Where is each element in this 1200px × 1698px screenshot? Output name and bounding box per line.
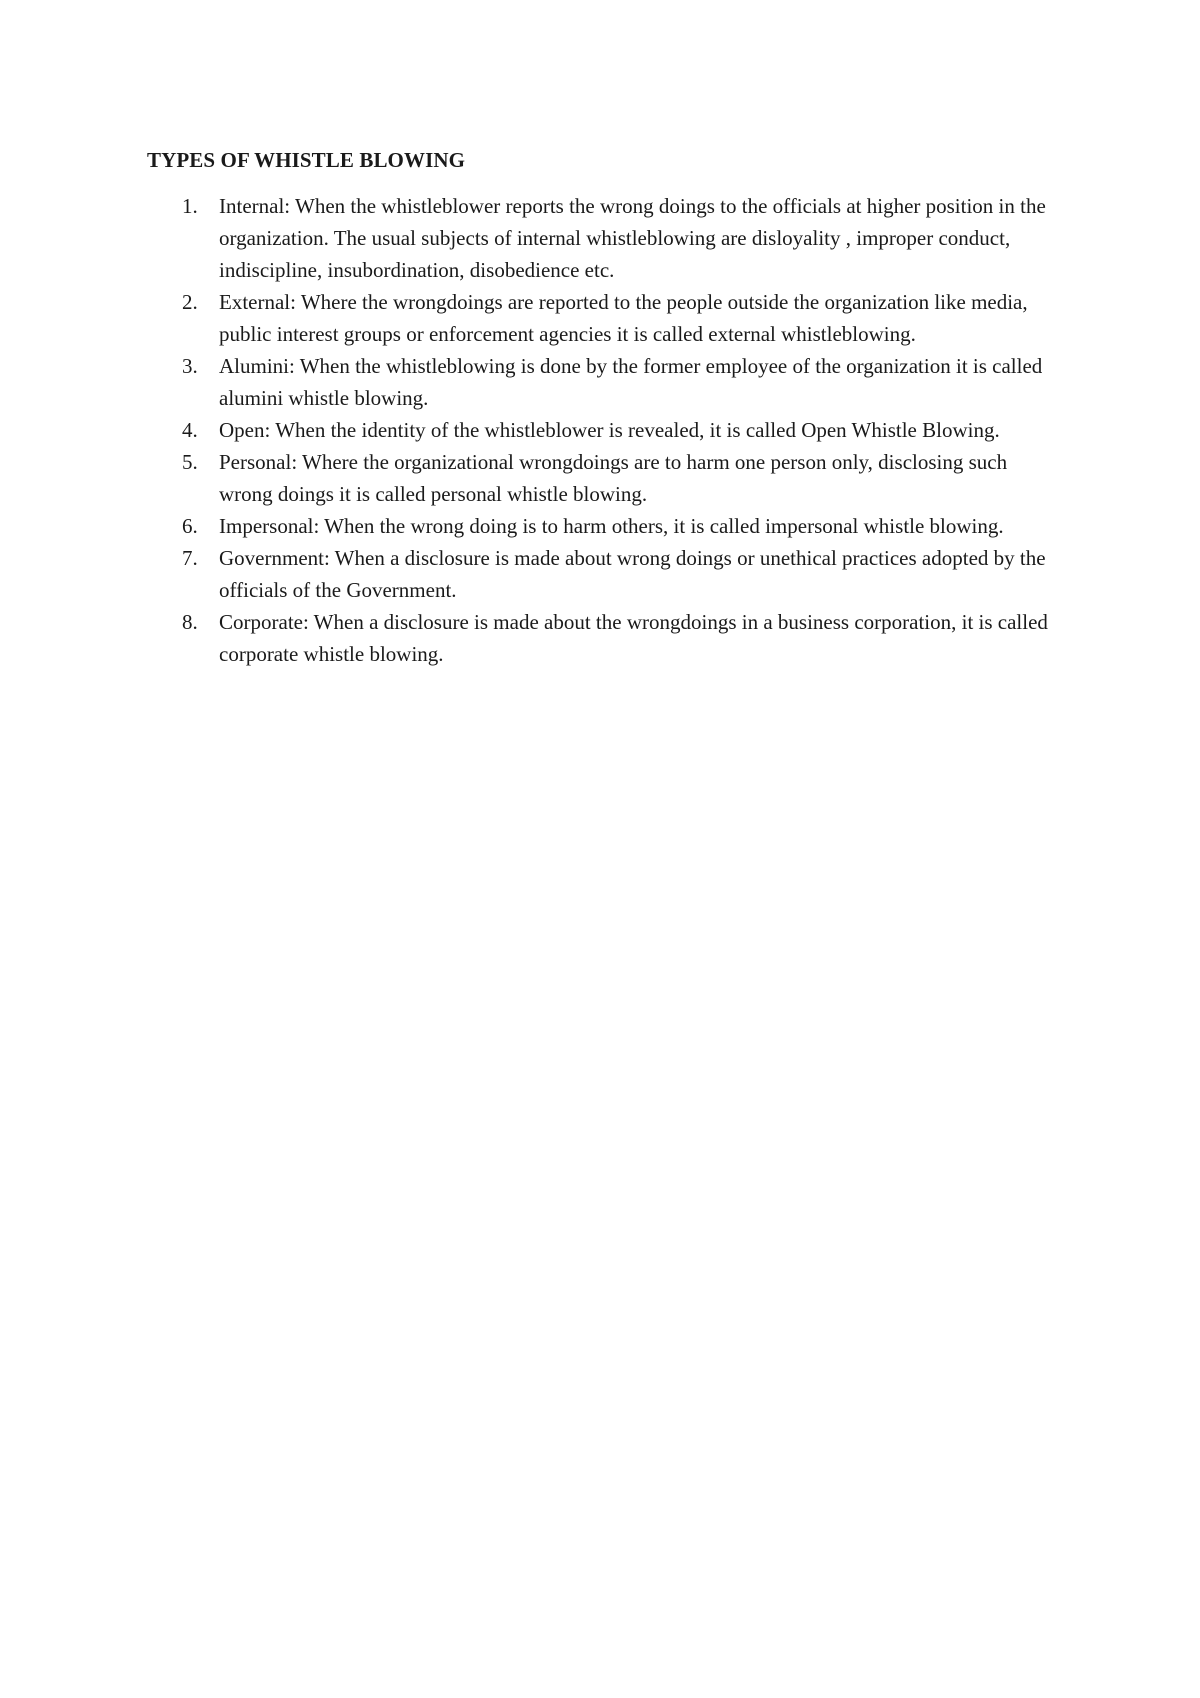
document-title: TYPES OF WHISTLE BLOWING <box>147 148 466 172</box>
list-item-number: 2. <box>182 290 198 314</box>
list-item-text: Internal: When the whistleblower reports the wrong doings to the officials at higher position in the organization. The usual subjects of internal whistleblowing are disloyality , improper conduct, indiscipline, insubordination, disobedience etc. <box>219 194 1046 282</box>
list-item <box>147 542 1057 606</box>
list-item <box>147 414 1057 446</box>
list-item-text: Open: When the identity of the whistleblower is revealed, it is called Open Whistle Blowing. <box>219 418 1000 442</box>
list-item-number: 7. <box>182 546 198 570</box>
list-item <box>147 510 1057 542</box>
list-item-number: 1. <box>182 194 198 218</box>
list-item <box>147 446 1057 510</box>
list-item-text: Corporate: When a disclosure is made about the wrongdoings in a business corporation, it is called corporate whistle blowing. <box>219 610 1048 666</box>
list-item <box>147 606 1057 670</box>
list-item <box>147 286 1057 350</box>
list-item-text: Personal: Where the organizational wrongdoings are to harm one person only, disclosing such wrong doings it is called personal whistle blowing. <box>219 450 1008 506</box>
whistle-blowing-types-list <box>147 190 1057 670</box>
list-item <box>147 190 1057 286</box>
list-item <box>147 350 1057 414</box>
list-item-number: 3. <box>182 354 198 378</box>
list-item-text: Alumini: When the whistleblowing is done by the former employee of the organization it is called alumini whistle blowing. <box>219 354 1043 410</box>
list-item-number: 4. <box>182 418 198 442</box>
list-item-number: 6. <box>182 514 198 538</box>
list-item-text: Impersonal: When the wrong doing is to harm others, it is called impersonal whistle blowing. <box>219 514 1004 538</box>
list-item-text: Government: When a disclosure is made about wrong doings or unethical practices adopted by the officials of the Government. <box>219 546 1046 602</box>
list-item-number: 5. <box>182 450 198 474</box>
list-item-text: External: Where the wrongdoings are reported to the people outside the organization like media, public interest groups or enforcement agencies it is called external whistleblowing. <box>219 290 1028 346</box>
document-body <box>147 146 1057 670</box>
list-item-number: 8. <box>182 610 198 634</box>
